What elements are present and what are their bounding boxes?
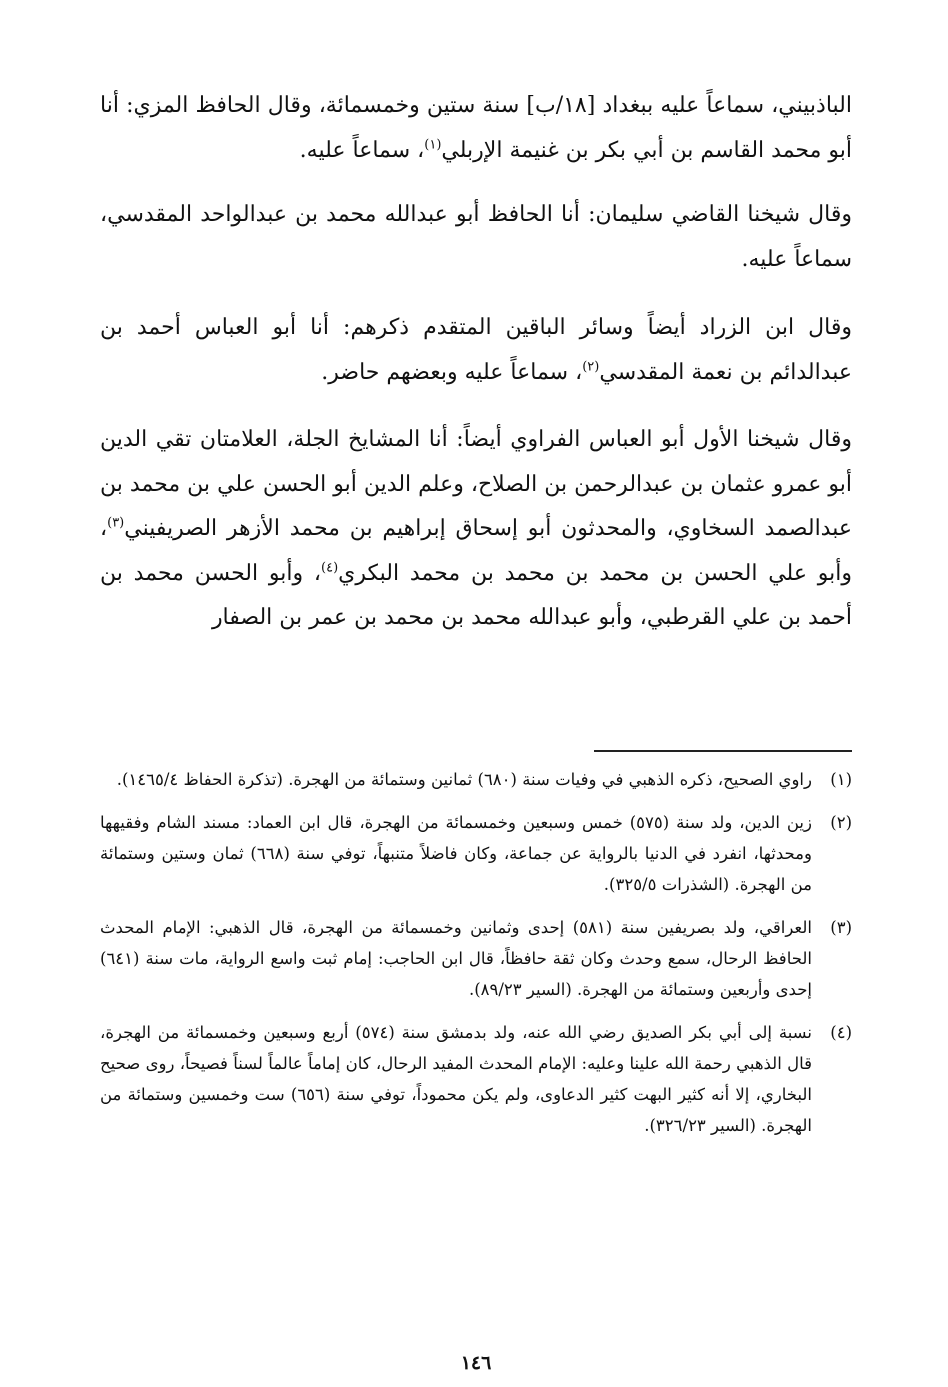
main-text <box>100 84 852 641</box>
footnote-divider <box>594 750 852 752</box>
footnote <box>100 1017 852 1141</box>
paragraph-text: الباذبيني، سماعاً عليه ببغداد [١٨/ب] سنة ستين وخمسمائة، وقال الحافظ المزي: أنا أبو محمد القاسم بن أبي بكر بن غنيمة الإربلي <box>100 93 852 163</box>
footnote-reference: (١) <box>424 137 442 153</box>
footnote-number: (٢) <box>830 813 852 832</box>
paragraph <box>100 84 852 173</box>
paragraph <box>100 193 852 282</box>
footnote-number: (٤) <box>830 1023 852 1042</box>
footnotes-section <box>100 764 852 1153</box>
footnote-reference: (٣) <box>107 515 125 531</box>
footnote-reference: (٢) <box>582 359 600 375</box>
paragraph-text: وقال ابن الزراد أيضاً وسائر الباقين المتقدم ذكرهم: أنا أبو العباس أحمد بن عبدالدائم بن نعمة المقدسي <box>100 315 852 385</box>
footnote-text: زين الدين، ولد سنة (٥٧٥) خمس وسبعين وخمسمائة من الهجرة، قال ابن العماد: مسند الشام وفقيهها ومحدثها، انفرد في الدنيا بالرواية عن جماعة، وكان فاضلاً متنبهاً، توفي سنة (٦٦٨) ثمان وستين وستمائة من الهجرة. (الشذرات ٣٢٥/٥). <box>100 813 812 894</box>
paragraph-text: ، وأبو الحسن محمد بن أحمد بن علي القرطبي، وأبو عبدالله محمد بن محمد بن عمر بن الصفار <box>100 560 852 630</box>
paragraph-text: وقال شيخنا الأول أبو العباس الفراوي أيضاً: أنا المشايخ الجلة، العلامتان تقي الدين أبو عمرو عثمان بن عبدالرحمن بن الصلاح، وعلم الدين أبو الحسن علي بن محمد بن عبدالصمد السخاوي، والمحدثون أبو إسحاق إبراهيم بن محمد الأزهر الصريفيني <box>100 427 852 541</box>
footnote <box>100 807 852 900</box>
paragraph-text: ، سماعاً عليه. <box>299 137 425 163</box>
footnote-text: نسبة إلى أبي بكر الصديق رضي الله عنه، ولد بدمشق سنة (٥٧٤) أربع وسبعين وخمسمائة من الهجرة، قال الذهبي رحمة الله علينا وعليه: الإمام المحدث المفيد الرحال، كان إماماً عالماً لسناً فصيحاً، روى صحيح البخاري، إلا أنه كثير البهت كثير الدعاوى، ولم يكن محموداً، توفي سنة (٦٥٦) ست وخمسين وستمائة من الهجرة. (السير ٣٢٦/٢٣). <box>100 1023 812 1135</box>
paragraph-text: وقال شيخنا القاضي سليمان: أنا الحافظ أبو عبدالله محمد بن عبدالواحد المقدسي، سماعاً عليه. <box>100 202 852 272</box>
footnote-number: (٣) <box>830 918 852 937</box>
footnote-number: (١) <box>830 770 852 789</box>
book-page <box>100 84 852 1374</box>
footnote <box>100 912 852 1005</box>
paragraph <box>100 418 852 641</box>
footnote-text: العراقي، ولد بصريفين سنة (٥٨١) إحدى وثمانين وخمسمائة من الهجرة، قال الذهبي: الإمام المحدث الحافظ الرحال، سمع وحدث وكان ثقة حافظاً، قال ابن الحاجب: إمام ثبت واسع الرواية، مات سنة (٦٤١) إحدى وأربعين وستمائة من الهجرة. (السير ٨٩/٢٣). <box>100 918 812 999</box>
page-number: ١٤٦ <box>460 1352 492 1374</box>
footnote-reference: (٤) <box>321 560 339 576</box>
paragraph-text: ، سماعاً عليه وبعضهم حاضر. <box>321 359 583 385</box>
footnote-text: راوي الصحيح، ذكره الذهبي في وفيات سنة (٦٨٠) ثمانين وستمائة من الهجرة. (تذكرة الحفاظ ١٤٦٥/٤). <box>116 770 812 789</box>
paragraph-text: ، وأبو علي الحسن بن محمد بن محمد بن محمد البكري <box>100 516 852 586</box>
paragraph <box>100 306 852 395</box>
footnote <box>100 764 852 795</box>
